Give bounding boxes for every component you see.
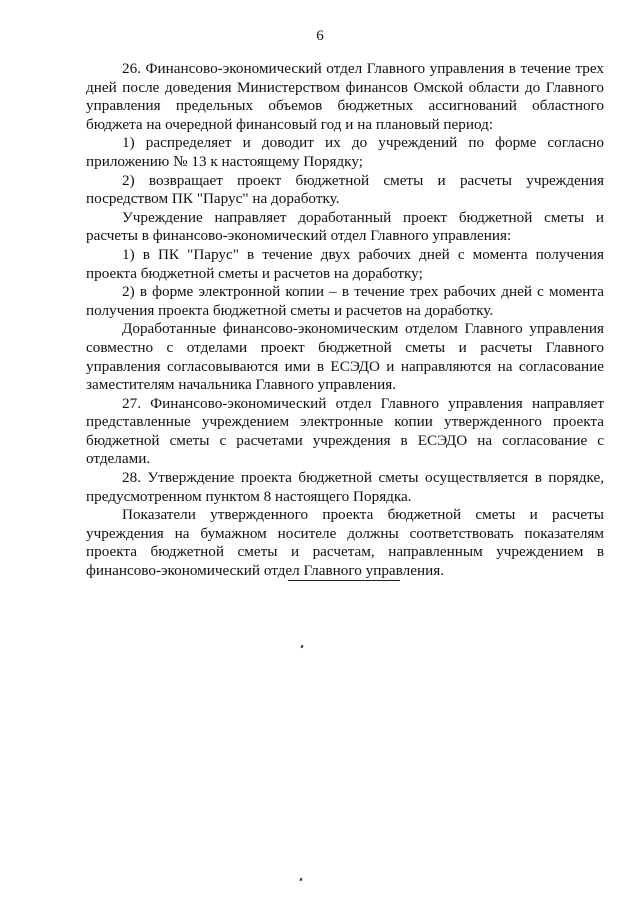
scan-speck (299, 878, 302, 882)
paragraph-approval-esedo: Доработанные финансово-экономическим отделом Главного управления совместно с отделами проект бюджетной сметы и расчеты Главного управления согласовываются ими в ЕСЭДО и направляются на согласование заместителям начальника Главного управления. (86, 320, 604, 394)
paragraph-26-item-1: 1) распределяет и доводит их до учреждений по форме согласно приложению № 13 к настоящему Порядку; (86, 134, 604, 170)
page-number: 6 (316, 28, 324, 44)
paragraph-26-item-2: 2) возвращает проект бюджетной сметы и расчеты учреждения посредством ПК "Парус" на доработку. (86, 171, 604, 208)
paragraph-28: 28. Утверждение проекта бюджетной сметы осуществляется в порядке, предусмотренном пунктом 8 настоящего Порядка. (86, 469, 604, 505)
paragraph-resubmission-item-1: 1) в ПК "Парус" в течение двух рабочих дней с момента получения проекта бюджетной сметы и расчетов на доработку; (86, 245, 604, 282)
end-of-text-divider (288, 580, 400, 581)
paragraph-26-intro: 26. Финансово-экономический отдел Главного управления в течение трех дней после доведения Министерством финансов Омской области до Главного управления предельных объемов бюджетных ассигнований областного бюджета на очередной финансовый год и на плановый период: (86, 60, 604, 133)
paragraph-27: 27. Финансово-экономический отдел Главного управления направляет представленные учреждением электронные копии утвержденного проекта бюджетной сметы с расчетами учреждения в ЕСЭДО на согласование с отделами. (86, 394, 604, 468)
paragraph-indicators: Показатели утвержденного проекта бюджетной сметы и расчеты учреждения на бумажном носителе должны соответствовать показателям проекта бюджетной сметы и расчетам, направленным учреждением в финансово-экономический отдел Главного управления. (86, 506, 604, 580)
paragraph-resubmission-item-2: 2) в форме электронной копии – в течение трех рабочих дней с момента получения проекта бюджетной сметы и расчетов на доработку. (86, 283, 604, 319)
scan-speck (300, 645, 303, 649)
paragraph-resubmission: Учреждение направляет доработанный проект бюджетной сметы и расчеты в финансово-экономический отдел Главного управления: (86, 208, 604, 245)
document-body (86, 60, 604, 581)
